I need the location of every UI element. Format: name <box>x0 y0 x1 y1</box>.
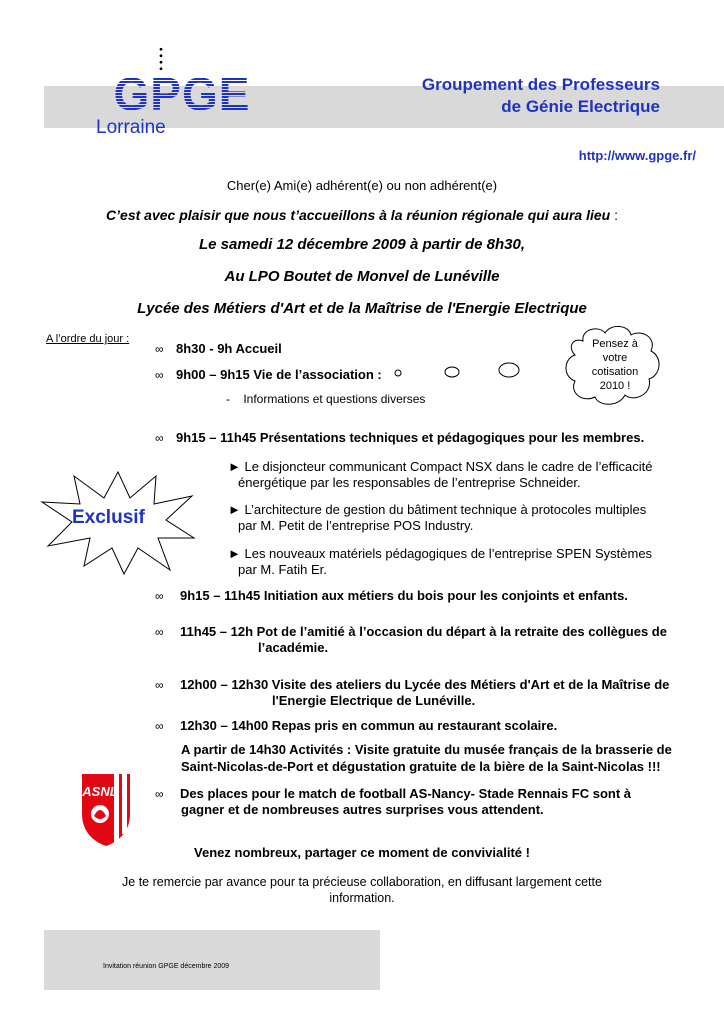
region-label: Lorraine <box>96 117 166 138</box>
closing-slogan: Venez nombreux, partager ce moment de convivialité ! <box>194 845 530 860</box>
agenda-item-text: 9h00 – 9h15 Vie de l’association : <box>176 367 382 382</box>
bubble-line: cotisation <box>591 366 639 378</box>
agenda-item <box>155 366 382 384</box>
agenda-item-cont: l'Energie Electrique de Lunéville. <box>272 693 476 708</box>
agenda-item-text: 11h45 – 12h Pot de l’amitié à l’occasion du départ à la retraite des collègues de <box>180 624 667 639</box>
presentation-line: énergétique par les responsables de l’entreprise Schneider. <box>238 475 581 490</box>
infinity-bullet-icon: ∞ <box>155 625 164 639</box>
footer-text: Invitation réunion GPGE décembre 2009 <box>103 963 230 970</box>
agenda-subitem <box>226 392 425 407</box>
intro-line <box>0 207 724 223</box>
presentation-line: ► Le disjoncteur communicant Compact NSX dans le cadre de l’efficacité <box>228 459 653 474</box>
agenda-item-text: 9h15 – 11h45 Initiation aux métiers du bois pour les conjoints et enfants. <box>180 588 628 603</box>
thought-trail <box>380 360 520 384</box>
agenda-item-text: Des places pour le match de football AS-Nancy- Stade Rennais FC sont à <box>180 786 632 801</box>
thanks-line: Je te remercie par avance pour ta précieuse collaboration, en diffusant largement cette <box>122 875 602 889</box>
infinity-bullet-icon: ∞ <box>155 589 164 603</box>
infinity-bullet-icon: ∞ <box>155 431 164 445</box>
dash-bullet: - <box>226 392 230 406</box>
greeting: Cher(e) Ami(e) adhérent(e) ou non adhérent(e) <box>226 178 498 193</box>
org-title-line2: de Génie Electrique <box>501 97 660 116</box>
agenda-subitem-text: Informations et questions diverses <box>243 392 426 406</box>
infinity-bullet-icon: ∞ <box>155 342 164 356</box>
website-link[interactable]: http://www.gpge.fr/ <box>578 148 696 163</box>
logo-text: GPGE <box>113 72 251 116</box>
presentation-item <box>228 546 688 578</box>
agenda-item-cont: gagner et de nombreuses autres surprises vous attendent. <box>181 802 544 817</box>
asnl-logo-text: ASNL <box>82 784 118 799</box>
agenda-item <box>155 587 628 605</box>
activities-line: A partir de 14h30 Activités : Visite gratuite du musée français de la brasserie de <box>181 742 672 757</box>
logo-dots <box>159 46 163 72</box>
agenda-label: A l’ordre du jour : <box>46 333 130 345</box>
org-title <box>330 74 660 118</box>
bubble-line: 2010 ! <box>599 380 631 392</box>
presentation-item <box>228 502 688 534</box>
presentation-line: ► L’architecture de gestion du bâtiment technique à protocoles multiples <box>228 502 647 517</box>
agenda-item-text: 12h30 – 14h00 Repas pris en commun au restaurant scolaire. <box>180 718 558 733</box>
agenda-item <box>155 623 667 641</box>
agenda-item <box>155 717 557 735</box>
presentation-line: par M. Fatih Er. <box>238 562 327 577</box>
intro-text: C’est avec plaisir que nous t’accueillons à la réunion régionale qui aura lieu <box>106 207 611 223</box>
gpge-logo <box>108 72 256 116</box>
agenda-item-text: 9h15 – 11h45 Présentations techniques et pédagogiques pour les membres. <box>176 430 645 445</box>
agenda-item-cont: l’académie. <box>258 640 329 655</box>
agenda-item <box>155 785 631 803</box>
infinity-bullet-icon: ∞ <box>155 368 164 382</box>
agenda-item-text: 8h30 - 9h Accueil <box>176 341 282 356</box>
agenda-item <box>155 676 669 694</box>
presentation-item <box>228 459 688 491</box>
thanks-line: information. <box>329 891 395 905</box>
event-school: Lycée des Métiers d'Art et de la Maîtrise de l'Energie Electrique <box>137 300 587 317</box>
agenda-item <box>155 340 282 358</box>
org-title-line1: Groupement des Professeurs <box>421 75 660 94</box>
activities-line: Saint-Nicolas-de-Port et dégustation gratuite de la bière de la Saint-Nicolas !!! <box>181 759 661 774</box>
infinity-bullet-icon: ∞ <box>155 678 164 692</box>
event-date: Le samedi 12 décembre 2009 à partir de 8h30, <box>198 236 525 253</box>
footer-band <box>44 930 380 990</box>
infinity-bullet-icon: ∞ <box>155 719 164 733</box>
intro-tail: : <box>610 207 618 223</box>
bubble-line: Pensez à <box>592 338 638 350</box>
presentation-line: par M. Petit de l’entreprise POS Industry. <box>238 518 474 533</box>
asnl-logo <box>78 770 134 848</box>
agenda-item <box>155 429 644 447</box>
infinity-bullet-icon: ∞ <box>155 787 164 801</box>
event-venue: Au LPO Boutet de Monvel de Lunéville <box>224 268 500 285</box>
exclusif-label: Exclusif <box>72 507 145 528</box>
presentation-line: ► Les nouveaux matériels pédagogiques de l’entreprise SPEN Systèmes <box>228 546 653 561</box>
closing-thanks <box>0 874 724 906</box>
bubble-line: votre <box>602 352 628 364</box>
agenda-item-text: 12h00 – 12h30 Visite des ateliers du Lycée des Métiers d'Art et de la Maîtrise de <box>180 677 670 692</box>
bubble-text <box>575 337 655 393</box>
